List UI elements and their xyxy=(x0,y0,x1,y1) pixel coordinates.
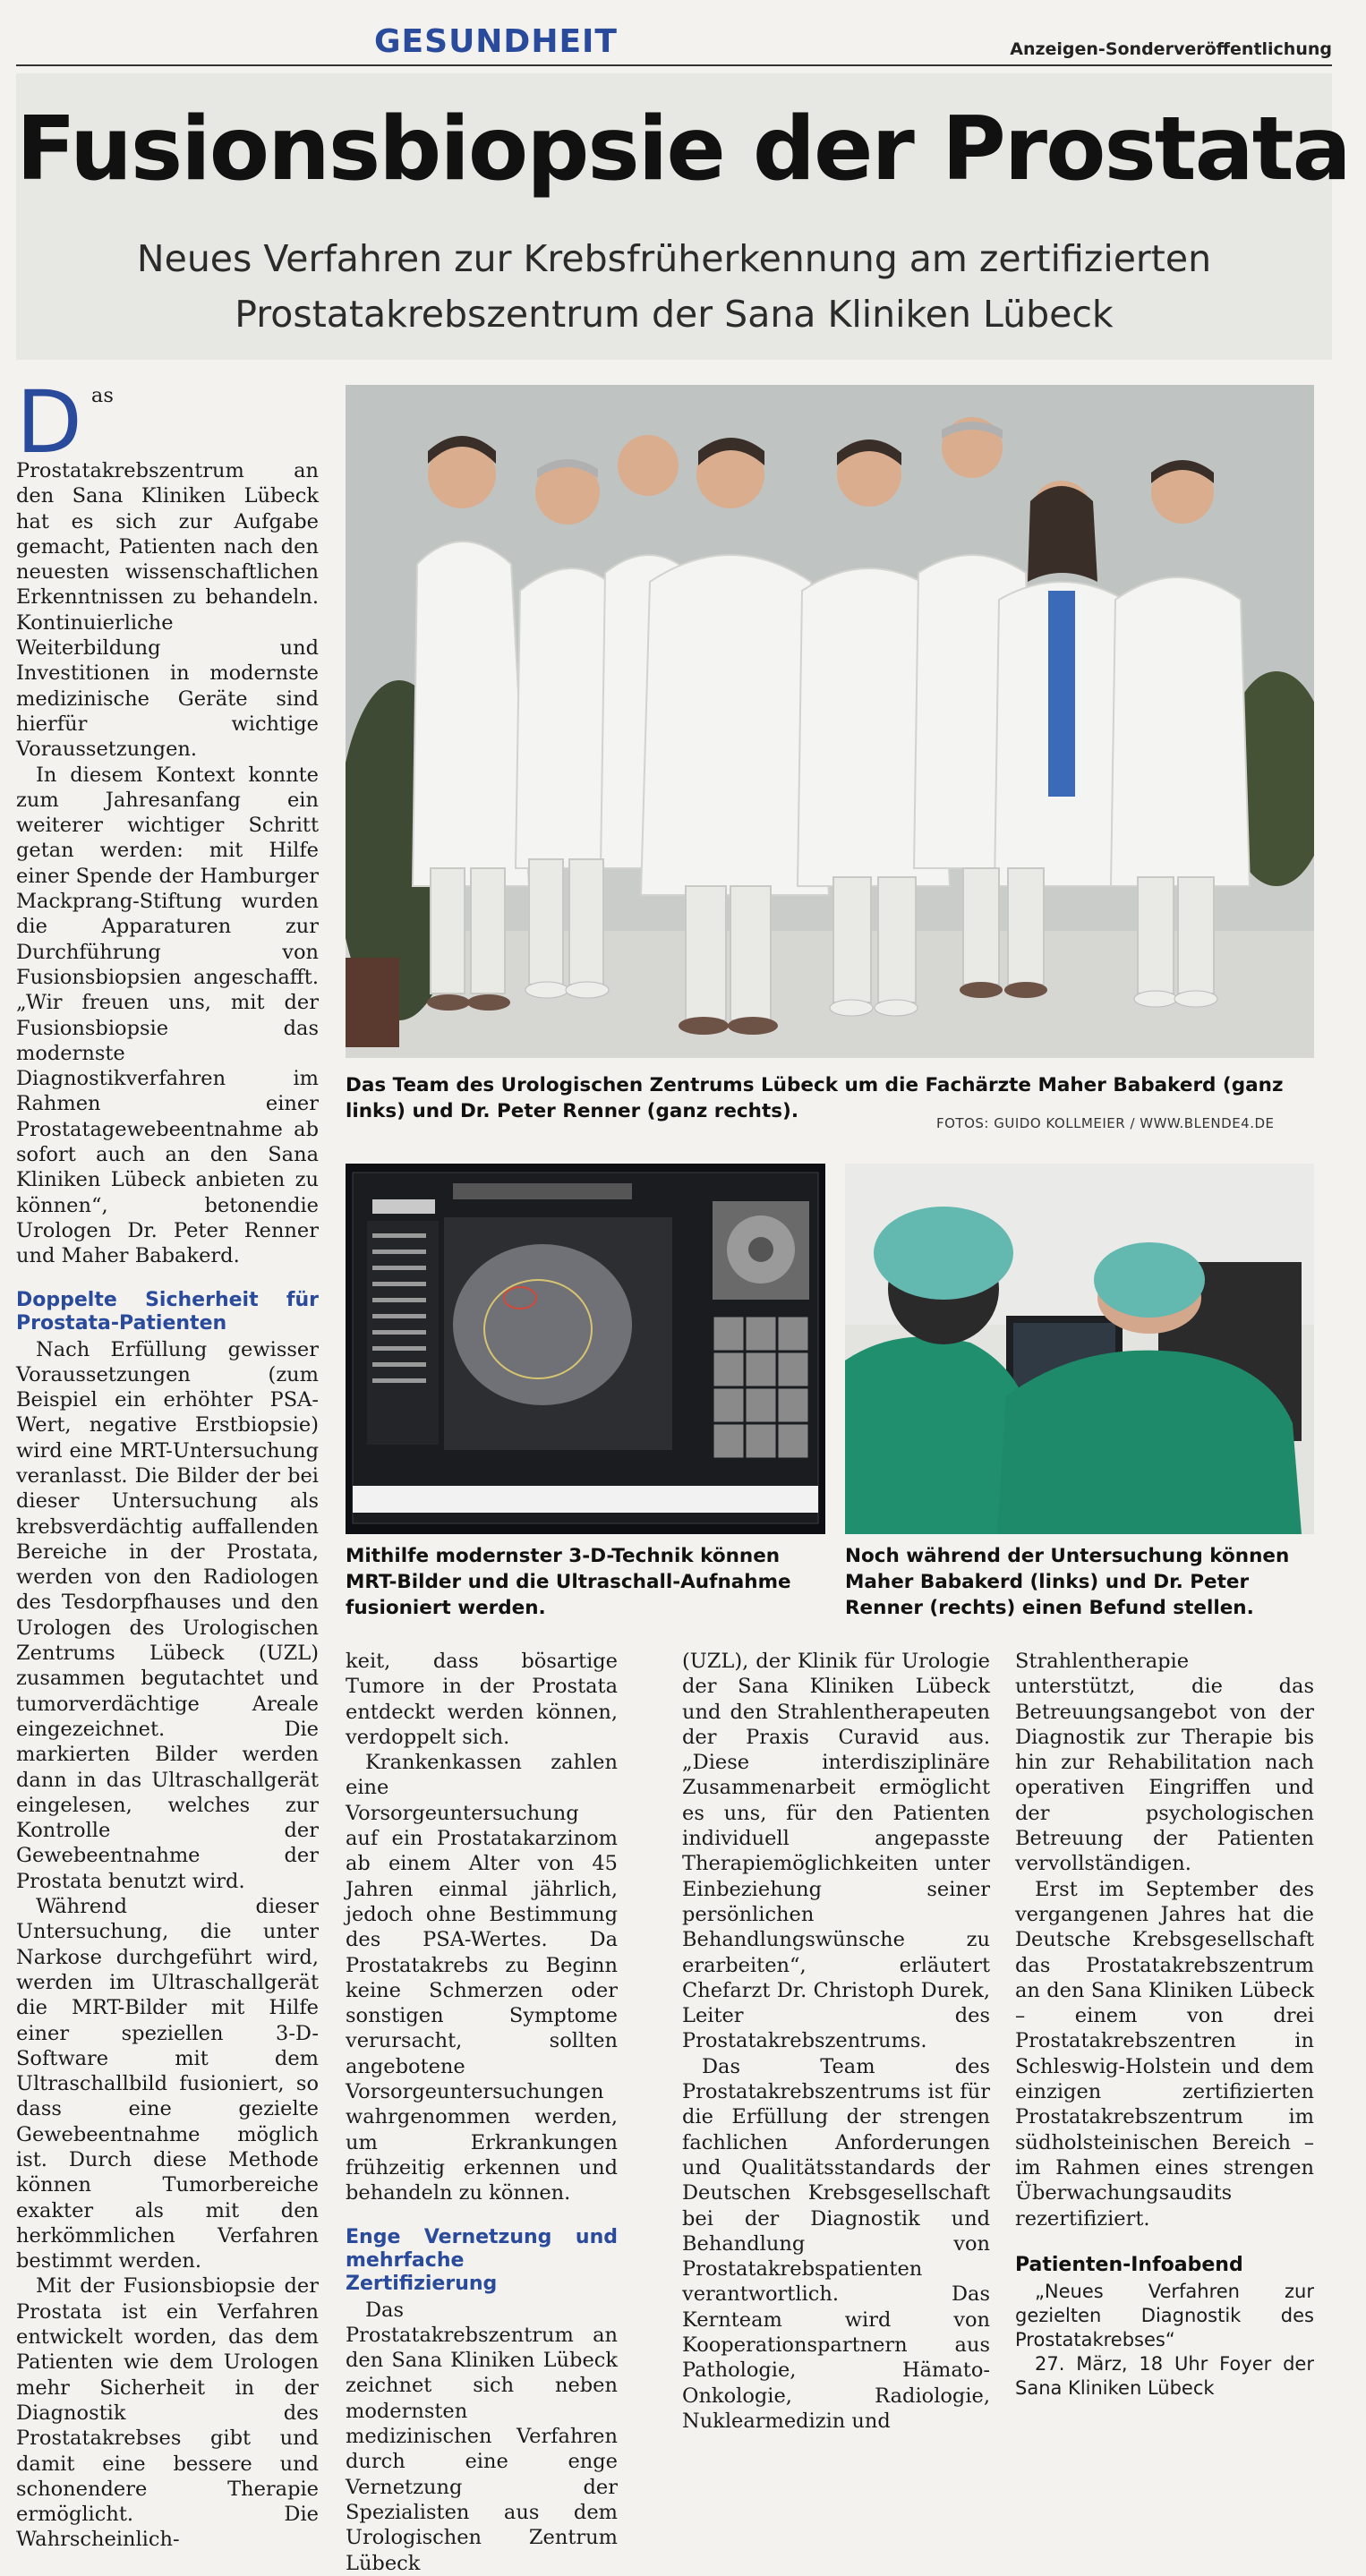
info-event-title: Patienten-Infoabend xyxy=(1015,2253,1243,2276)
photo-credit: FOTOS: GUIDO KOLLMEIER / WWW.BLENDE4.DE xyxy=(936,1115,1275,1131)
drop-cap: D xyxy=(16,372,82,473)
mrt-screen-caption: Mithilfe modernster 3-D-Technik können MRT-Bilder und die Ultraschall-Aufnahme fusioniert werden. xyxy=(346,1545,791,1619)
subhead-line-1: Neues Verfahren zur Krebsfrüherkennung am zertifizierten xyxy=(136,237,1212,280)
paragraph: Erst im September des vergangenen Jahres hat die Deutsche Krebsgesellschaft das Prostatakrebszentrum an den Sana Kliniken Lübeck – einem von drei Prostatakrebszentren in Schleswig-Holstein und dem einzigen zertifizierten Prostatakrebszentrum im südholsteinischen Bereich – im Rahmen eines strengen Überwachungsaudits rezertifiziert. xyxy=(1015,1877,1314,2231)
paragraph: keit, dass bösartige Tumore in der Prostata entdeckt werden können, verdoppelt sich. xyxy=(346,1650,618,1749)
surgery-caption: Noch während der Untersuchung können Maher Babakerd (links) und Dr. Peter Renner (rechts) einen Befund stellen. xyxy=(845,1545,1290,1619)
section-subtitle: Enge Vernetzung und mehrfache Zertifizierung xyxy=(346,2225,618,2295)
paragraph: Das Team des Prostatakrebszentrums ist für die Erfüllung der strengen fachlichen Anforderungen und Qualitätsstandards der Deutschen Krebsgesellschaft bei der Diagnostik und Behandlung von Prostatakrebspatienten verantwortlich. Das Kernteam wird von Kooperationspartnern aus Pathologie, Hämato-Onkologie, Radiologie, Nuklearmedizin und xyxy=(682,2054,990,2433)
section-header xyxy=(16,21,1332,66)
info-event-topic: „Neues Verfahren zur gezielten Diagnostik des Prostatakrebses“ xyxy=(1015,2280,1314,2350)
article-subhead xyxy=(16,231,1332,342)
article-column-2 xyxy=(346,1649,618,2576)
info-event-time: 27. März, 18 Uhr Foyer der Sana Kliniken Lübeck xyxy=(1015,2352,1314,2399)
mrt-screen-photo xyxy=(346,1164,825,1534)
paragraph: In diesem Kontext konnte zum Jahresanfang ein weiterer wichtiger Schritt getan werden: mit Hilfe einer Spende der Hamburger Mackprang-Stiftung wurden die Apparaturen zur Durchführung von Fusionsbiopsien angeschafft. „Wir freuen uns, mit der Fusionsbiopsie das modernste Diagnostikverfahren im Rahmen einer Prostatagewebeentnahme ab sofort auch an den Sana Kliniken Lübeck anbieten zu können“, betonendie Urologen Dr. Peter Renner und Maher Babakerd. xyxy=(16,763,319,1268)
paragraph: (UZL), der Klinik für Urologie der Sana Kliniken Lübeck und den Strahlentherapeuten der Praxis Curavid aus. „Diese interdisziplinäre Zusammenarbeit ermöglicht es uns, für den Patienten individuell angepasste Therapiemöglichkeiten unter Einbeziehung seiner persönlichen Behandlungswünsche zu erarbeiten“, erläutert Chefarzt Dr. Christoph Durek, Leiter des Prostatakrebszentrums. xyxy=(682,1650,990,2053)
article-column-4 xyxy=(1015,1649,1314,2401)
paragraph: Strahlentherapie unterstützt, die das Betreuungsangebot von der Diagnostik zur Therapie bis hin zur Rehabilitation nach operativen Eingriffen und der psychologischen Betreuung der Patienten vervollständigen. xyxy=(1015,1650,1314,1876)
paragraph: Krankenkassen zahlen eine Vorsorgeuntersuchung auf ein Prostatakarzinom ab einem Alter von 45 Jahren einmal jährlich, jedoch ohne Bestimmung des PSA-Wertes. Da Prostatakrebs zu Beginn keine Schmerzen oder sonstigen Symptome verursacht, sollten angebotene Vorsorgeuntersuchungen wahrgenommen werden, um Erkrankungen frühzeitig erkennen und behandeln zu können. xyxy=(346,1751,618,2205)
section-subtitle: Doppelte Sicherheit für Prostata-Patienten xyxy=(16,1288,319,1335)
supplement-label: Anzeigen-Sonderveröffentlichung xyxy=(1010,39,1332,59)
headline-block xyxy=(16,73,1350,360)
paragraph: as Prostatakrebszentrum an den Sana Kliniken Lübeck hat es sich zur Aufgabe gemacht, Patienten nach den neuesten wissenschaftlichen Erkenntnissen zu behandeln. Kontinuierliche Weiterbildung und Investitionen in modernste medizinische Geräte sind hierfür wichtige Voraussetzungen. xyxy=(16,384,319,762)
paragraph: Während dieser Untersuchung, die unter Narkose durchgeführt wird, werden im Ultraschallgerät die MRT-Bilder mit Hilfe einer speziellen 3-D-Software mit dem Ultraschallbild fusioniert, so dass eine gezielte Gewebeentnahme möglich ist. Durch diese Methode können Tumorbereiche exakter als mit den herkömmlichen Verfahren bestimmt werden. xyxy=(16,1895,319,2273)
paragraph: Nach Erfüllung gewisser Voraussetzungen (zum Beispiel ein erhöhter PSA-Wert, negative Erstbiopsie) wird eine MRT-Untersuchung veranlasst. Die Bilder der bei dieser Untersuchung als krebsverdächtig auffallenden Bereiche in der Prostata, werden von den Radiologen des Tesdorpfhauses und den Urologen des Urologischen Zentrums Lübeck (UZL) zusammen begutachtet und tumorverdächtige Areale eingezeichnet. Die markierten Bilder werden dann in das Ultraschallgerät eingelesen, welches zur Kontrolle der Gewebeentnahme der Prostata benutzt wird. xyxy=(16,1337,319,1893)
article-column-1 xyxy=(16,372,319,2553)
article-headline: Fusionsbiopsie der Prostata xyxy=(16,98,1350,200)
paragraph: Das Prostatakrebszentrum an den Sana Kliniken Lübeck zeichnet sich neben modernsten medizinischen Verfahren durch eine enge Vernetzung der Spezialisten aus dem Urologischen Zentrum Lübeck xyxy=(346,2298,618,2575)
team-photo xyxy=(346,385,1314,1058)
team-photo-caption: Das Team des Urologischen Zentrums Lübeck um die Fachärzte Maher Babakerd (ganz links) und Dr. Peter Renner (ganz rechts). xyxy=(346,1074,1284,1122)
subhead-line-2: Prostatakrebszentrum der Sana Kliniken Lübeck xyxy=(235,293,1114,336)
surgery-photo xyxy=(845,1164,1314,1534)
section-label: GESUNDHEIT xyxy=(374,23,618,60)
paragraph: Mit der Fusionsbiopsie der Prostata ist ein Verfahren entwickelt worden, das dem Patienten wie dem Urologen mehr Sicherheit in der Diagnostik des Prostatakrebses gibt und damit eine bessere und schonendere Therapie ermöglicht. Die Wahrscheinlich- xyxy=(16,2274,319,2552)
article-column-3 xyxy=(682,1649,990,2434)
